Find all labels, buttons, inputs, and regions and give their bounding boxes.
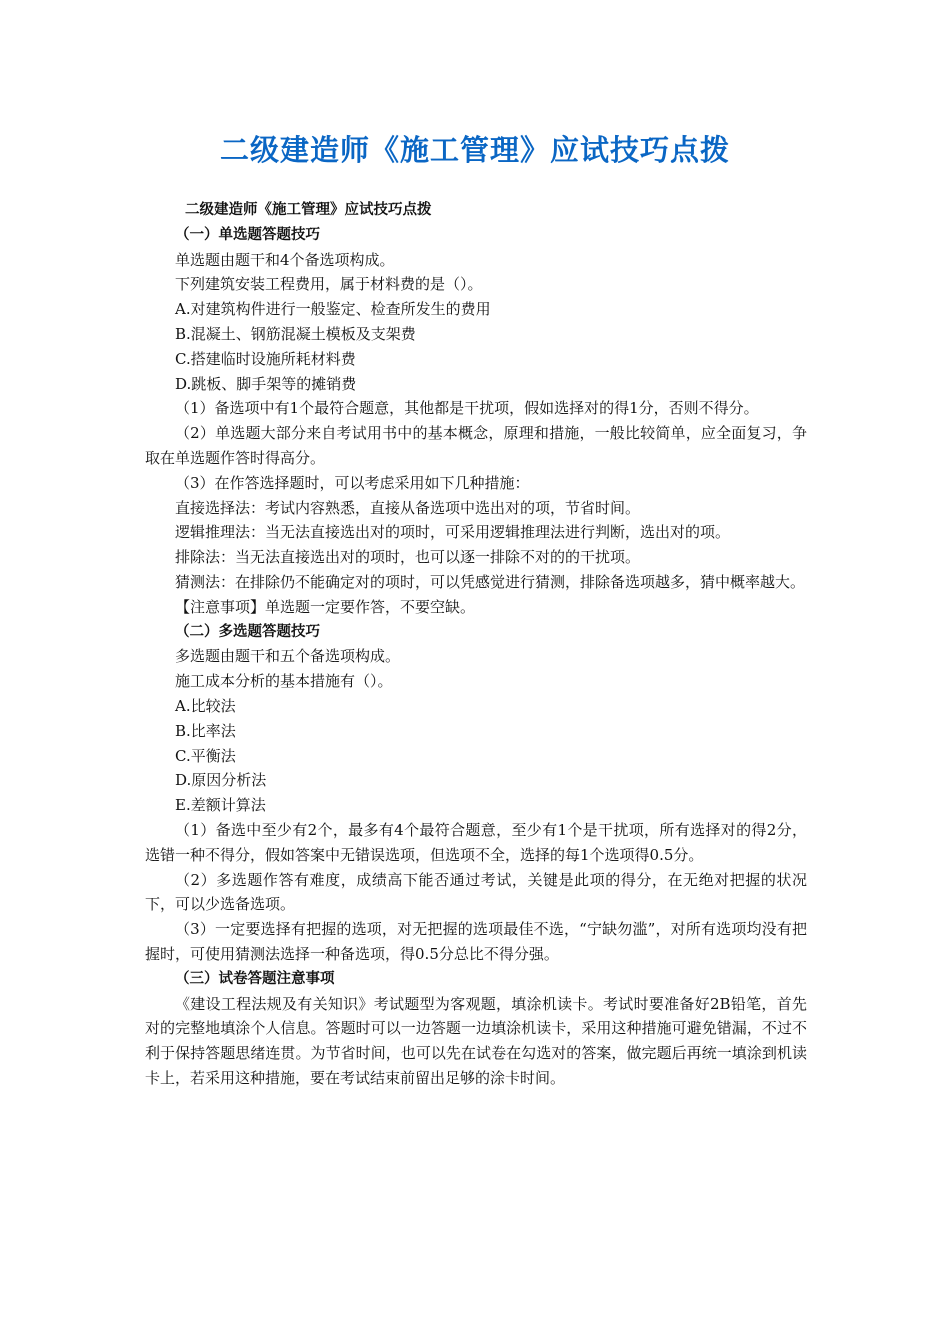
example-question: 下列建筑安装工程费用，属于材料费的是（）。 — [175, 275, 483, 294]
paragraph: （1）备选中至少有2个，最多有4个最符合题意，至少有1个是干扰项，所有选择对的得2分，选错一种不得分，假如答案中无错误选项，但选项不全，选择的每1个选项得0.5分。 — [145, 820, 807, 864]
option-item: A.比较法 — [175, 696, 236, 715]
paragraph: 猜测法：在排除仍不能确定对的项时，可以凭感觉进行猜测，排除备选项越多，猜中概率越大。 — [175, 572, 806, 591]
paragraph: 逻辑推理法：当无法直接选出对的项时，可采用逻辑推理法进行判断，选出对的项。 — [175, 523, 731, 542]
paragraph: 《建设工程法规及有关知识》考试题型为客观题，填涂机读卡。考试时要准备好2B铅笔，首先对的完整地填涂个人信息。答题时可以一边答题一边填涂机读卡，采用这种措施可避免错漏，不过不利于保持答题思绪连贯。为节省时间，也可以先在试卷在勾选对的答案，做完题后再统一填涂到机读卡上，若采用这种措施，要在考试结束前留出足够的涂卡时间。 — [145, 994, 807, 1087]
paragraph: 排除法：当无法直接选出对的项时，也可以逐一排除不对的的干扰项。 — [175, 548, 641, 567]
document-subtitle: 二级建造师《施工管理》应试技巧点拨 — [185, 202, 432, 218]
section-heading-multiple-choice: （二）多选题答题技巧 — [175, 623, 320, 640]
page-title: 二级建造师《施工管理》应试技巧点拨 — [219, 133, 730, 167]
example-question: 施工成本分析的基本措施有（）。 — [175, 672, 393, 691]
option-item: E.差额计算法 — [175, 796, 266, 815]
option-item: A.对建筑构件进行一般鉴定、检查所发生的费用 — [175, 300, 491, 319]
paragraph: 多选题由题干和五个备选项构成。 — [175, 647, 401, 666]
paragraph: （3）一定要选择有把握的选项，对无把握的选项最佳不选，“宁缺勿滥”，对所有选项均没有把握时，可使用猜测法选择一种备选项，得0.5分总比不得分强。 — [145, 920, 807, 963]
paragraph: （2）单选题大部分来自考试用书中的基本概念，原理和措施，一般比较简单，应全面复习，争取在单选题作答时得高分。 — [145, 424, 807, 467]
paragraph: 直接选择法：考试内容熟悉，直接从备选项中选出对的项，节省时间。 — [175, 498, 641, 517]
option-item: B.比率法 — [175, 721, 236, 740]
paragraph: 单选题由题干和4个备选项构成。 — [175, 250, 395, 269]
paragraph: （3）在作答选择题时，可以考虑采用如下几种措施： — [175, 473, 530, 492]
section-heading-exam-notes: （三）试卷答题注意事项 — [175, 970, 335, 987]
section-heading-single-choice: （一）单选题答题技巧 — [175, 226, 320, 243]
note-paragraph: 【注意事项】单选题一定要作答，不要空缺。 — [175, 597, 476, 616]
option-item: D.跳板、脚手架等的摊销费 — [175, 374, 357, 393]
paragraph: （1）备选项中有1个最符合题意，其他都是干扰项，假如选择对的得1分，否则不得分。 — [175, 399, 759, 418]
option-item: B.混凝土、钢筋混凝土模板及支架费 — [175, 324, 416, 343]
document-body — [145, 198, 807, 1091]
option-item: C.搭建临时设施所耗材料费 — [175, 349, 356, 368]
option-item: C.平衡法 — [175, 746, 236, 765]
paragraph: （2）多选题作答有难度，成绩高下能否通过考试，关键是此项的得分，在无绝对把握的状况下，可以少选备选项。 — [145, 870, 807, 914]
option-item: D.原因分析法 — [175, 771, 267, 790]
